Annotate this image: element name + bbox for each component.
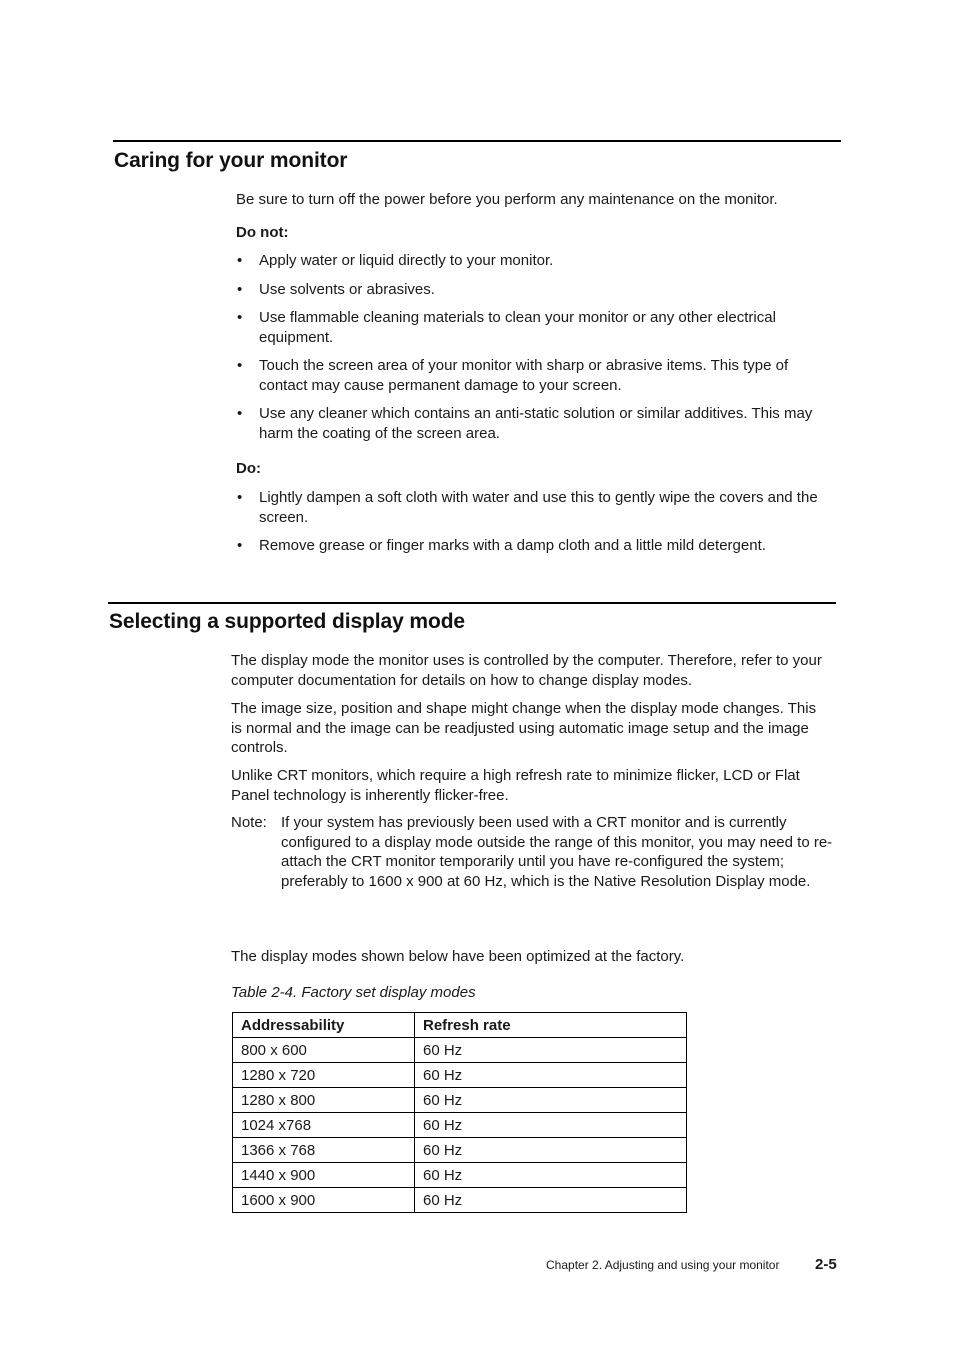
table-caption: Table 2-4. Factory set display modes xyxy=(231,984,476,1001)
column-header-addressability: Addressability xyxy=(233,1013,415,1038)
table-row xyxy=(233,1163,687,1188)
list-item: • Apply water or liquid directly to your monitor. xyxy=(237,252,554,269)
table-row xyxy=(233,1038,687,1063)
note-text: If your system has previously been used with a CRT monitor and is currently configured to a display mode outside the range of this monitor, you may need to re-attach the CRT monitor temporarily until you have re-configured the system; preferably to 1600 x 900 at 60 Hz, which is the Native Resolution Display mode. xyxy=(281,814,833,890)
list-item: • Use flammable cleaning materials to clean your monitor or any other electrical equipment. xyxy=(237,309,776,346)
bullet-icon: • xyxy=(237,309,243,326)
section-title-display-mode: Selecting a supported display mode xyxy=(109,610,466,633)
column-header-refresh-rate: Refresh rate xyxy=(415,1013,687,1038)
table-row xyxy=(233,1188,687,1213)
bullet-icon: • xyxy=(237,252,243,269)
caring-intro: Be sure to turn off the power before you perform any maintenance on the monitor. xyxy=(236,191,778,208)
section-title-caring: Caring for your monitor xyxy=(114,149,348,172)
list-item: • Remove grease or finger marks with a damp cloth and a little mild detergent. xyxy=(237,537,766,554)
note-label: Note: xyxy=(231,814,267,831)
footer-chapter: Chapter 2. Adjusting and using your monitor xyxy=(546,1258,780,1272)
cell-refresh-rate: 60 Hz xyxy=(415,1088,687,1113)
bullet-icon: • xyxy=(237,280,243,298)
table-row xyxy=(233,1138,687,1163)
display-modes-table xyxy=(232,1012,687,1213)
table-header-row xyxy=(233,1013,687,1038)
display-mode-para-1: The display mode the monitor uses is controlled by the computer. Therefore, refer to your computer documentation for details on how to change display modes. xyxy=(231,652,822,689)
cell-addressability: 1024 x768 xyxy=(233,1113,415,1138)
table-row xyxy=(233,1063,687,1088)
list-item: • Lightly dampen a soft cloth with water and use this to gently wipe the covers and the screen. xyxy=(237,489,818,526)
cell-refresh-rate: 60 Hz xyxy=(415,1038,687,1063)
bullet-icon: • xyxy=(237,405,243,422)
cell-addressability: 800 x 600 xyxy=(233,1038,415,1063)
do-list xyxy=(236,488,836,565)
bullet-icon: • xyxy=(237,357,243,374)
cell-addressability: 1366 x 768 xyxy=(233,1138,415,1163)
page-number: 2-5 xyxy=(815,1256,837,1273)
list-item: • Use solvents or abrasives. xyxy=(237,280,435,298)
bullet-icon: • xyxy=(237,537,243,554)
table-row xyxy=(233,1113,687,1138)
display-mode-para-2: The image size, position and shape might change when the display mode changes. This is normal and the image can be readjusted using automatic image setup and the image controls. xyxy=(231,700,817,756)
table-row xyxy=(233,1088,687,1113)
list-item: • Use any cleaner which contains an anti-static solution or similar additives. This may harm the coating of the screen area. xyxy=(237,405,813,442)
cell-refresh-rate: 60 Hz xyxy=(415,1138,687,1163)
section-rule-1 xyxy=(113,140,841,142)
cell-addressability: 1280 x 800 xyxy=(233,1088,415,1113)
list-item: • Touch the screen area of your monitor with sharp or abrasive items. This type of contact may cause permanent damage to your screen. xyxy=(237,357,789,394)
cell-refresh-rate: 60 Hz xyxy=(415,1163,687,1188)
cell-refresh-rate: 60 Hz xyxy=(415,1063,687,1088)
cell-refresh-rate: 60 Hz xyxy=(415,1113,687,1138)
do-not-list xyxy=(236,251,836,452)
cell-refresh-rate: 60 Hz xyxy=(415,1188,687,1213)
do-label: Do: xyxy=(236,460,261,477)
cell-addressability: 1280 x 720 xyxy=(233,1063,415,1088)
cell-addressability: 1440 x 900 xyxy=(233,1163,415,1188)
display-mode-para-4: The display modes shown below have been optimized at the factory. xyxy=(231,948,685,965)
do-not-label: Do not: xyxy=(236,224,289,241)
display-mode-para-3: Unlike CRT monitors, which require a high refresh rate to minimize flicker, LCD or Flat Panel technology is inherently flicker-free. xyxy=(231,767,800,804)
cell-addressability: 1600 x 900 xyxy=(233,1188,415,1213)
section-rule-2 xyxy=(108,602,836,604)
bullet-icon: • xyxy=(237,489,243,506)
